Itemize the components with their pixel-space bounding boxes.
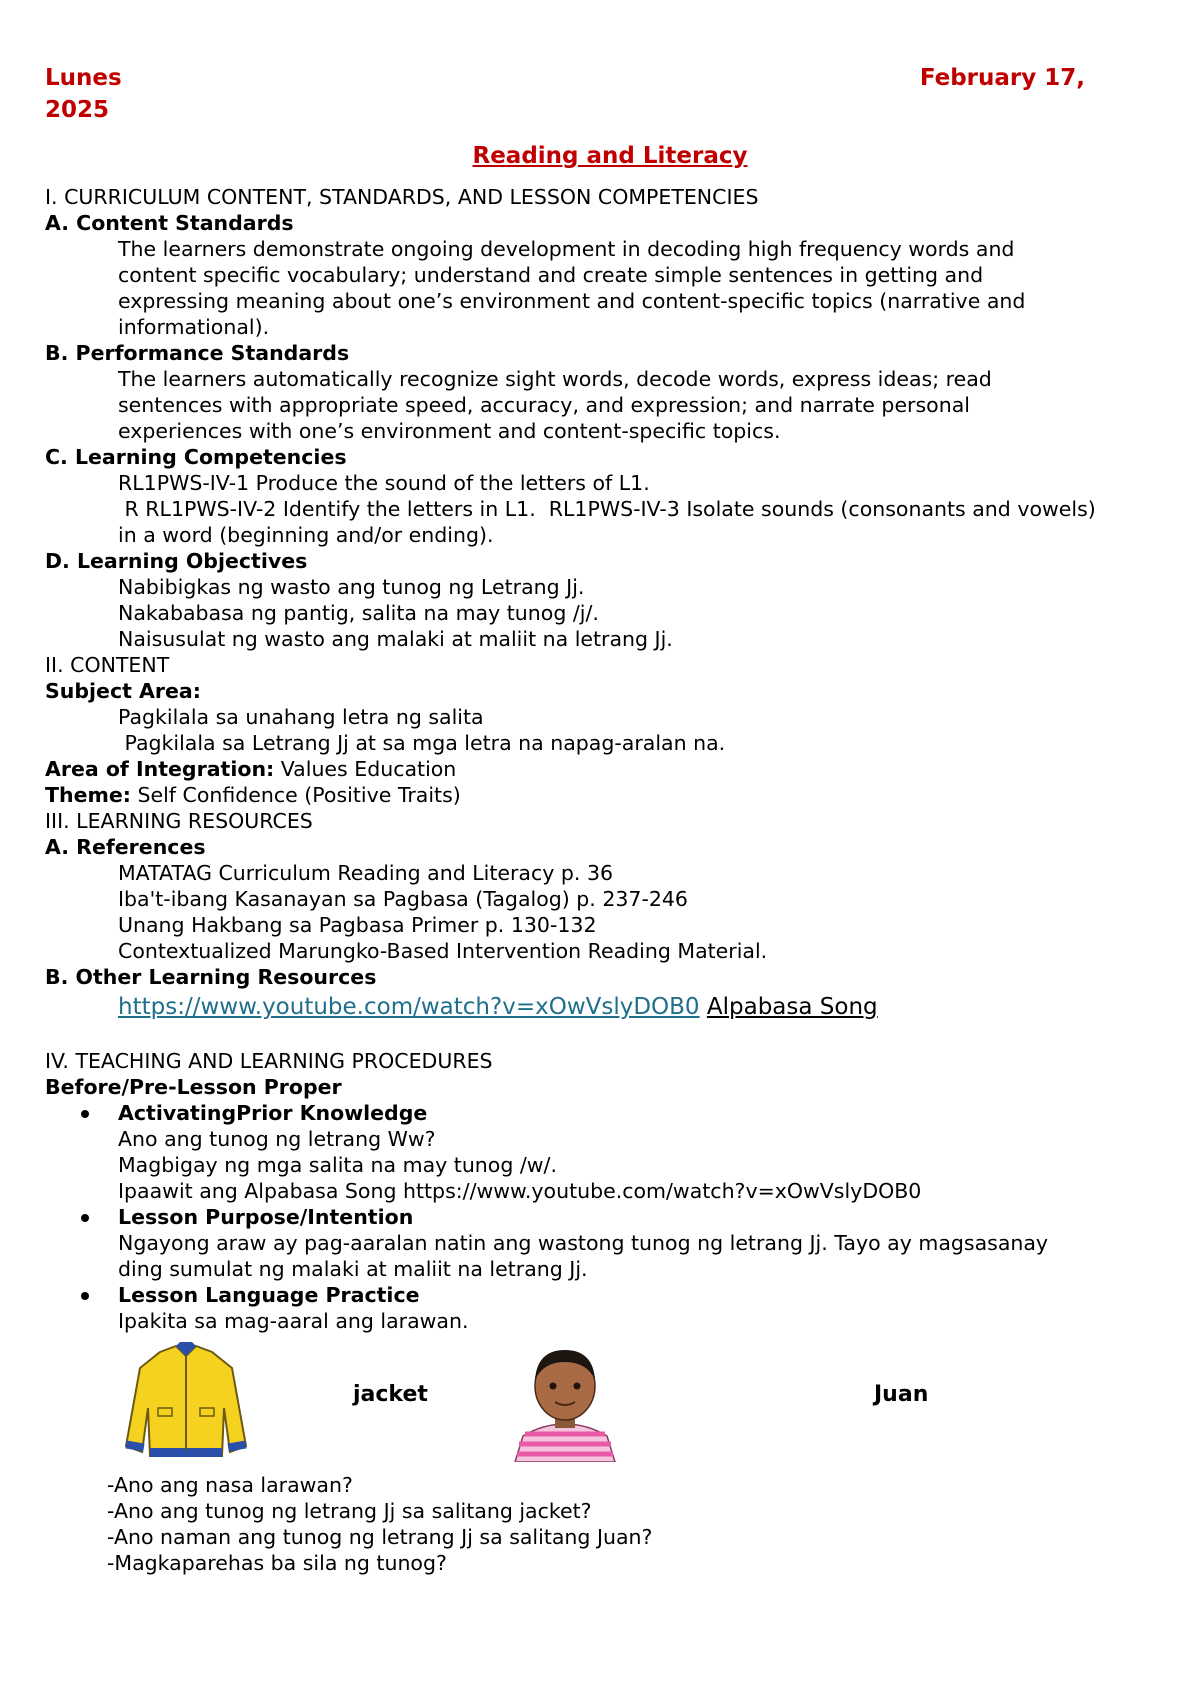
- bullet-icon: [81, 1110, 89, 1118]
- discussion-questions: -Ano ang nasa larawan? -Ano ang tunog ng letrang Jj sa salitang jacket? -Ano naman ang tunog ng letrang Jj sa salitang Juan? -Magkaparehas ba sila ng tunog?: [107, 1473, 653, 1575]
- resource-link-row: [45, 992, 1175, 1022]
- section-1-heading: I. CURRICULUM CONTENT, STANDARDS, AND LESSON COMPETENCIES: [45, 185, 759, 209]
- jacket-caption: jacket: [353, 1382, 428, 1407]
- bullet-icon: [81, 1214, 89, 1222]
- juan-image: [495, 1340, 635, 1462]
- content-standards-label: A. Content Standards: [45, 211, 294, 235]
- juan-caption: Juan: [874, 1382, 929, 1407]
- list-item: Lesson Purpose/Intention Ngayong araw ay pag-aaralan natin ang wastong tunog ng letrang Jj. Tayo ay magsasanay ding sumulat ng malaki at maliit na letrang Jj.: [45, 1204, 1175, 1282]
- procedure-list: [45, 1100, 1175, 1334]
- section-2-heading: II. CONTENT: [45, 653, 170, 677]
- area-of-integration: Area of Integration: Values Education: [45, 757, 457, 781]
- references-list: MATATAG Curriculum Reading and Literacy p. 36 Iba't-ibang Kasanayan sa Pagbasa (Tagalog) p. 237-246 Unang Hakbang sa Pagbasa Primer p. 130-132 Contextualized Marungko-Based Intervention Reading Material.: [118, 861, 768, 963]
- year-label: 2025: [45, 97, 110, 123]
- learning-competencies-text: RL1PWS-IV-1 Produce the sound of the letters of L1. R RL1PWS-IV-2 Identify the letters in L1. RL1PWS-IV-3 Isolate sounds (consonants and vowels) in a word (beginning and/or ending).: [118, 471, 1096, 547]
- list-item: ActivatingPrior Knowledge Ano ang tunog ng letrang Ww? Magbigay ng mga salita na may tunog /w/. Ipaawit ang Alpabasa Song https://www.youtube.com/watch?v=xOwVslyDOB0: [45, 1100, 1175, 1204]
- section-3-heading: III. LEARNING RESOURCES: [45, 809, 313, 833]
- pre-lesson-label: Before/Pre-Lesson Proper: [45, 1075, 342, 1099]
- other-resources-label: B. Other Learning Resources: [45, 965, 377, 989]
- references-label: A. References: [45, 835, 206, 859]
- performance-standards-text: The learners automatically recognize sight words, decode words, express ideas; read sentences with appropriate speed, accuracy, and expression; and narrate personal experiences with one’s environment and content-specific topics.: [118, 367, 992, 443]
- picture-row: [45, 1338, 1175, 1466]
- jacket-image: [120, 1338, 252, 1464]
- bullet-icon: [81, 1292, 89, 1300]
- content-standards-text: The learners demonstrate ongoing development in decoding high frequency words and content specific vocabulary; understand and create simple sentences in getting and expressing meaning about one’s environment and content-specific topics (narrative and informational).: [118, 237, 1026, 339]
- learning-competencies-label: C. Learning Competencies: [45, 445, 347, 469]
- performance-standards-label: B. Performance Standards: [45, 341, 350, 365]
- learning-objectives-label: D. Learning Objectives: [45, 549, 308, 573]
- section-4-heading: IV. TEACHING AND LEARNING PROCEDURES: [45, 1049, 493, 1073]
- youtube-link[interactable]: https://www.youtube.com/watch?v=xOwVslyDOB0: [118, 994, 700, 1020]
- list-item: Lesson Language Practice Ipakita sa mag-aaral ang larawan.: [45, 1282, 1175, 1334]
- lesson-plan-page: [45, 62, 1175, 1576]
- subject-area-label: Subject Area:: [45, 679, 201, 703]
- date-label: February 17,: [919, 65, 1085, 91]
- learning-objectives-text: Nabibigkas ng wasto ang tunog ng Letrang Jj. Nakababasa ng pantig, salita na may tunog /j/. Naisusulat ng wasto ang malaki at maliit na letrang Jj.: [118, 575, 673, 651]
- subject-area-text: Pagkilala sa unahang letra ng salita Pagkilala sa Letrang Jj at sa mga letra na napag-aralan na.: [118, 705, 726, 755]
- day-label: Lunes: [45, 65, 122, 91]
- theme: Theme: Self Confidence (Positive Traits): [45, 783, 461, 807]
- alpabasa-song-label: Alpabasa Song: [706, 994, 878, 1020]
- document-title: Reading and Literacy: [472, 143, 748, 169]
- header-row: [45, 62, 1175, 94]
